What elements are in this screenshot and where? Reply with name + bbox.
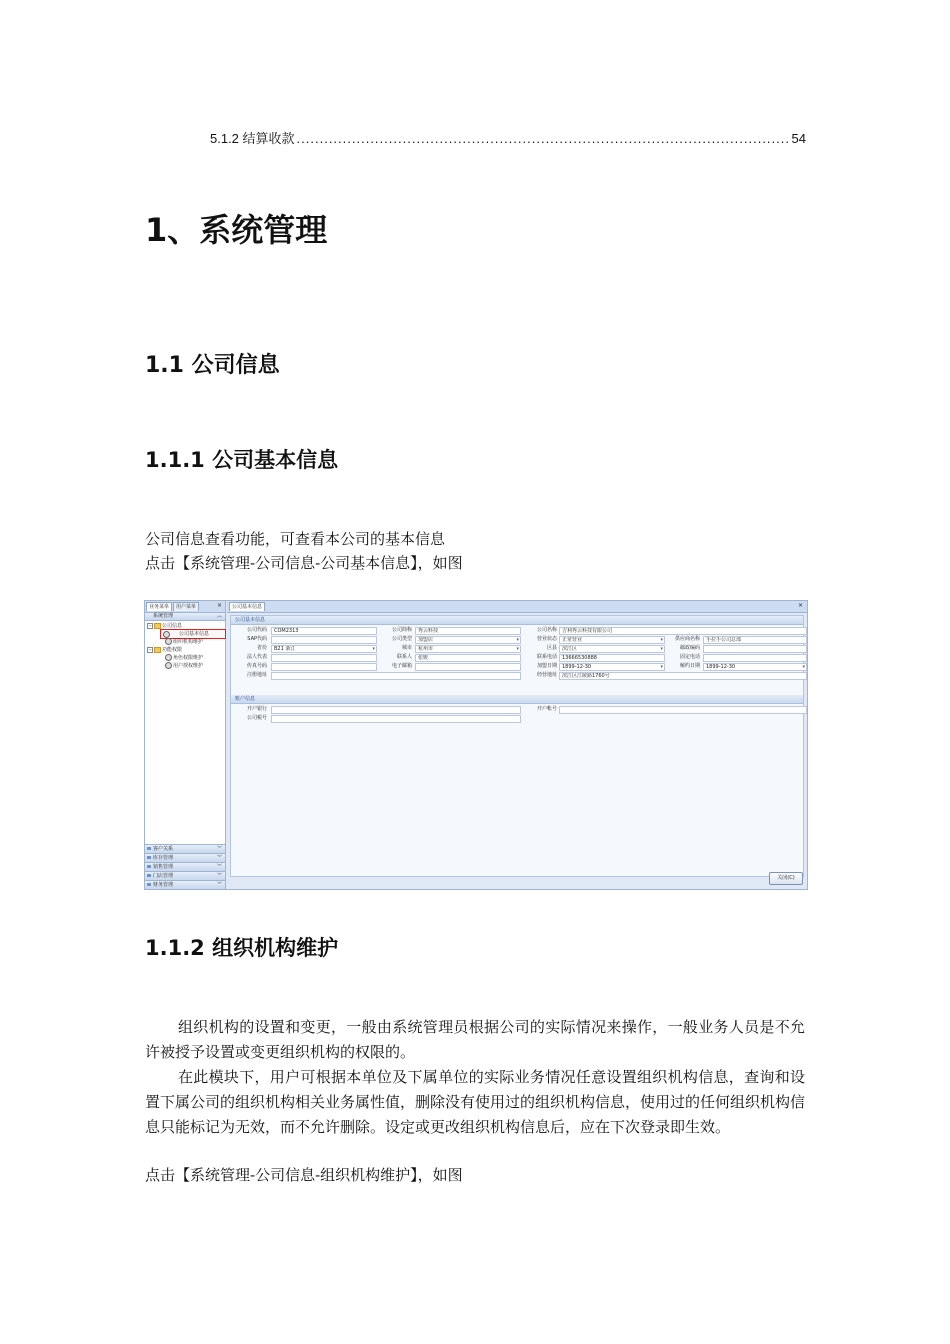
tree-node-company-basic[interactable]: 公司基本信息 bbox=[161, 630, 225, 638]
field-label: 公司税号 bbox=[246, 715, 267, 721]
folder-icon bbox=[154, 623, 161, 629]
postcode-field[interactable] bbox=[703, 645, 807, 653]
field-label: SAP代码 bbox=[247, 636, 267, 642]
field-label: 公司类型 bbox=[391, 636, 412, 642]
body-text bbox=[145, 1015, 805, 1140]
tree-node-func-perm[interactable]: − 功能权限 bbox=[148, 646, 183, 653]
left-nav-panel bbox=[145, 601, 226, 889]
account-form bbox=[231, 704, 803, 728]
contact-field[interactable]: 张媛 bbox=[415, 654, 521, 662]
collapse-icon[interactable]: ︽ bbox=[216, 613, 222, 619]
tree-node-user-perm[interactable]: 用户授权维护 bbox=[145, 662, 225, 670]
close-icon[interactable]: × bbox=[216, 602, 222, 609]
company-abbr-field[interactable]: 秀云科技 bbox=[415, 627, 521, 635]
field-label: 省份 bbox=[256, 645, 267, 651]
field-label: 区县 bbox=[546, 645, 557, 651]
field-label: 城市 bbox=[401, 645, 412, 651]
sap-code-field[interactable] bbox=[271, 636, 377, 644]
heading-1-1-2: 1.1.2 组织机构维护 bbox=[145, 936, 339, 960]
field-label: 加盟日期 bbox=[536, 663, 557, 669]
company-code-field[interactable]: COM2313 bbox=[271, 627, 377, 635]
field-label: 经营地址 bbox=[536, 672, 557, 678]
toc-page: 54 bbox=[791, 131, 806, 146]
gear-icon bbox=[165, 662, 172, 669]
tab-business-menu[interactable]: 业务菜单 bbox=[146, 602, 172, 611]
menu-store[interactable]: 门店管理 ︾ bbox=[145, 871, 225, 880]
app-screenshot bbox=[144, 600, 808, 890]
gear-icon bbox=[165, 654, 172, 661]
menu-inventory[interactable]: 库存管理 ︾ bbox=[145, 853, 225, 862]
bank-field[interactable] bbox=[271, 706, 521, 714]
expand-icon: ︾ bbox=[216, 855, 222, 861]
company-type-select[interactable]: 加盟店 ▾ bbox=[415, 636, 521, 644]
menu-sales[interactable]: 销售管理 ︾ bbox=[145, 862, 225, 871]
heading-1: 1、系统管理 bbox=[145, 211, 328, 249]
field-label: 开户帐号 bbox=[536, 706, 557, 712]
heading-1-1: 1.1 公司信息 bbox=[145, 353, 280, 378]
toc-leader bbox=[297, 131, 790, 146]
email-field[interactable] bbox=[415, 663, 521, 671]
fixed-phone-field[interactable] bbox=[703, 654, 807, 662]
paragraph: 组织机构的设置和变更，一般由系统管理员根据公司的实际情况来操作，一般业务人员是不允许被授予设置或变更组织机构的权限的。 bbox=[145, 1018, 805, 1061]
province-select[interactable]: B21 浙江 ▾ bbox=[271, 645, 377, 653]
field-label: 固定电话 bbox=[679, 654, 700, 660]
group-header-basic: 公司基本信息 bbox=[231, 616, 803, 625]
expand-icon: ︾ bbox=[216, 846, 222, 852]
supplier-field[interactable]: 手拉手公司总部 bbox=[703, 636, 807, 644]
tab-user-menu[interactable]: 用户菜单 bbox=[173, 602, 199, 611]
tree-node-role-perm[interactable]: 角色权限维护 bbox=[145, 654, 225, 662]
heading-1-1-1: 1.1.1 公司基本信息 bbox=[145, 448, 339, 472]
paragraph: 点击【系统管理-公司信息-组织机构维护】，如图 bbox=[145, 1166, 463, 1184]
city-select[interactable]: 杭州市 ▾ bbox=[415, 645, 521, 653]
collapse-box-icon[interactable]: − bbox=[148, 622, 152, 628]
close-button[interactable]: 关闭(C) bbox=[769, 872, 803, 885]
expire-date-picker[interactable]: 1899-12-30 ▾ bbox=[703, 663, 807, 671]
district-select[interactable]: 滨江区 ▾ bbox=[559, 645, 665, 653]
field-label: 传真号码 bbox=[246, 663, 267, 669]
field-label: 联系电话 bbox=[536, 654, 557, 660]
field-label: 营业状态 bbox=[536, 636, 557, 642]
toc-entry[interactable] bbox=[210, 128, 806, 147]
close-icon[interactable]: × bbox=[797, 602, 803, 609]
basic-info-form bbox=[231, 625, 803, 689]
menu-customer[interactable]: 客户关系 ︾ bbox=[145, 844, 225, 853]
field-label: 公司简称 bbox=[391, 627, 412, 633]
paragraph: 公司信息查看功能，可查看本公司的基本信息 bbox=[145, 530, 446, 548]
account-field[interactable] bbox=[559, 706, 807, 714]
field-label: 供应商名称 bbox=[674, 636, 700, 642]
biz-status-select[interactable]: 正常营业 ▾ bbox=[559, 636, 665, 644]
menu-tree bbox=[145, 621, 225, 670]
tab-company-basic[interactable]: 公司基本信息 bbox=[229, 602, 265, 611]
collapse-box-icon[interactable]: − bbox=[148, 646, 152, 652]
field-label: 电子邮箱 bbox=[391, 663, 412, 669]
section-header-system[interactable] bbox=[145, 613, 225, 621]
group-header-account: 账户信息 bbox=[231, 695, 803, 704]
field-label: 公司代码 bbox=[246, 627, 267, 633]
field-label: 公司名称 bbox=[536, 627, 557, 633]
tree-node-org-maint[interactable]: 组织机构维护 bbox=[145, 638, 225, 646]
expand-icon: ︾ bbox=[216, 864, 222, 870]
legal-rep-field[interactable] bbox=[271, 654, 377, 662]
field-label: 法人代表 bbox=[246, 654, 267, 660]
tree-node-company-info[interactable]: − 公司信息 bbox=[148, 622, 183, 629]
form-panel bbox=[230, 615, 804, 877]
folder-icon bbox=[154, 647, 161, 653]
paragraph: 点击【系统管理-公司信息-公司基本信息】，如图 bbox=[145, 554, 463, 572]
paragraph: 在此模块下，用户可根据本单位及下属单位的实际业务情况任意设置组织机构信息，查询和设置下属公司的组织机构相关业务属性值，删除没有使用过的组织机构信息，使用过的任何组织机构信息只能标记为无效，而不允许删除。设定或更改组织机构信息后，应在下次登录即生效。 bbox=[145, 1068, 806, 1136]
menu-finance[interactable]: 财务管理 ︾ bbox=[145, 880, 225, 889]
expand-icon: ︾ bbox=[216, 873, 222, 879]
field-label: 邮政编码 bbox=[679, 645, 700, 651]
main-area bbox=[227, 601, 807, 889]
fax-field[interactable] bbox=[271, 663, 377, 671]
company-name-field[interactable]: 吉利秀云科技有限公司 bbox=[559, 627, 807, 635]
field-label: 联系人 bbox=[396, 654, 412, 660]
field-label: 开户银行 bbox=[246, 706, 267, 712]
expand-icon: ︾ bbox=[216, 882, 222, 888]
bottom-menu-list bbox=[145, 844, 225, 889]
gear-icon bbox=[165, 638, 172, 645]
join-date-picker[interactable]: 1899-12-30 ▾ bbox=[559, 663, 665, 671]
gear-icon bbox=[163, 631, 170, 638]
field-label: 注册地址 bbox=[246, 672, 267, 678]
field-label: 解约日期 bbox=[679, 663, 700, 669]
tax-field[interactable] bbox=[271, 715, 521, 723]
reg-address-field[interactable] bbox=[271, 672, 521, 680]
toc-label: 5.1.2 结算收款 bbox=[210, 131, 295, 146]
biz-address-field[interactable]: 滨江区江陵路1760号 bbox=[559, 672, 807, 680]
section-label: 系统管理 bbox=[153, 613, 174, 619]
phone-field[interactable]: 13666530888 bbox=[559, 654, 665, 662]
